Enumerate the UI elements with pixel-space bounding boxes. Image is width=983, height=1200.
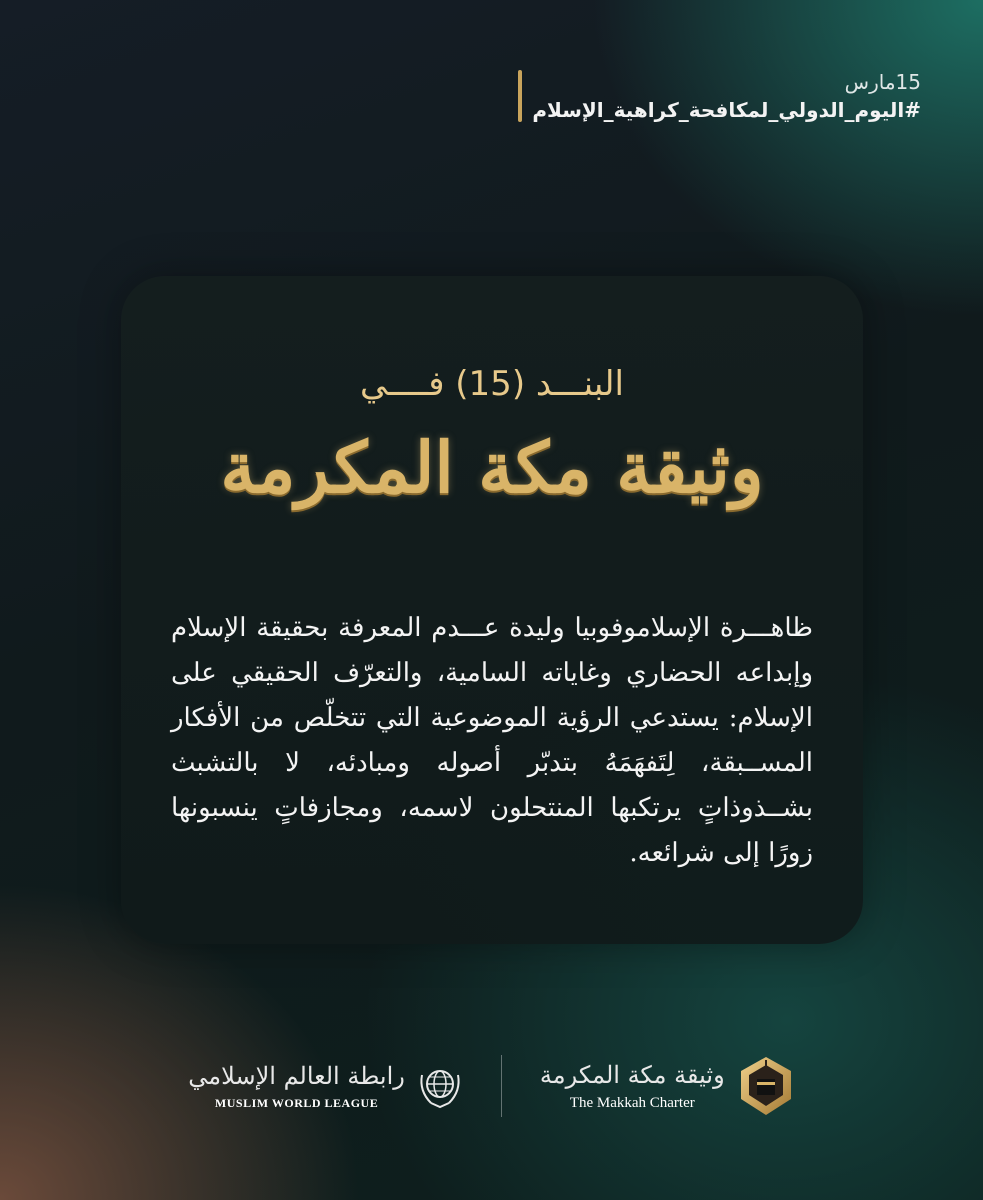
hashtag-link[interactable]: #اليوم_الدولي_لمكافحة_كراهية_الإسلام: [532, 98, 921, 122]
mc-logo-text: [540, 1061, 725, 1112]
footer-divider: [501, 1055, 502, 1117]
mc-logo: [540, 1055, 795, 1117]
kaaba-emblem-icon: [737, 1055, 795, 1117]
mc-name-ar: وثيقة مكة المكرمة: [539, 1060, 725, 1089]
mwl-logo-text: [188, 1062, 405, 1111]
accent-bar: [518, 70, 522, 122]
content-card: [121, 276, 863, 944]
header-info: [518, 70, 921, 122]
calligraphy-title: وثيقة مكة المكرمة: [220, 426, 764, 509]
globe-wreath-icon: [417, 1061, 463, 1111]
date-label: 15مارس: [844, 70, 921, 94]
footer-logos: [0, 1055, 983, 1117]
clause-title: البنـــد (15) فــــي: [360, 364, 624, 404]
mwl-name-en: MUSLIM WORLD LEAGUE: [214, 1095, 379, 1110]
header-text: [532, 70, 921, 122]
mwl-logo: [188, 1061, 463, 1111]
clause-body: ظاهـــرة الإسلاموفوبيا وليدة عـــدم المعرفة بحقيقة الإسلام وإبداعه الحضاري وغاياته السامية، والتعرّف الحقيقي على الإسلام: يستدعي الرؤية الموضوعية التي تتخلّص من الأفكار المســبقة، لِتَفهَمَهُ بتدبّر أصوله ومبادئه، لا بالتشبث بشــذوذاتٍ يرتكبها المنتحلون لاسمه، ومجازفاتٍ ينسبونها زورًا إلى شرائعه.: [171, 613, 813, 868]
mc-name-en: The Makkah Charter: [569, 1094, 695, 1111]
mwl-name-ar: رابطة العالم الإسلامي: [188, 1061, 405, 1090]
